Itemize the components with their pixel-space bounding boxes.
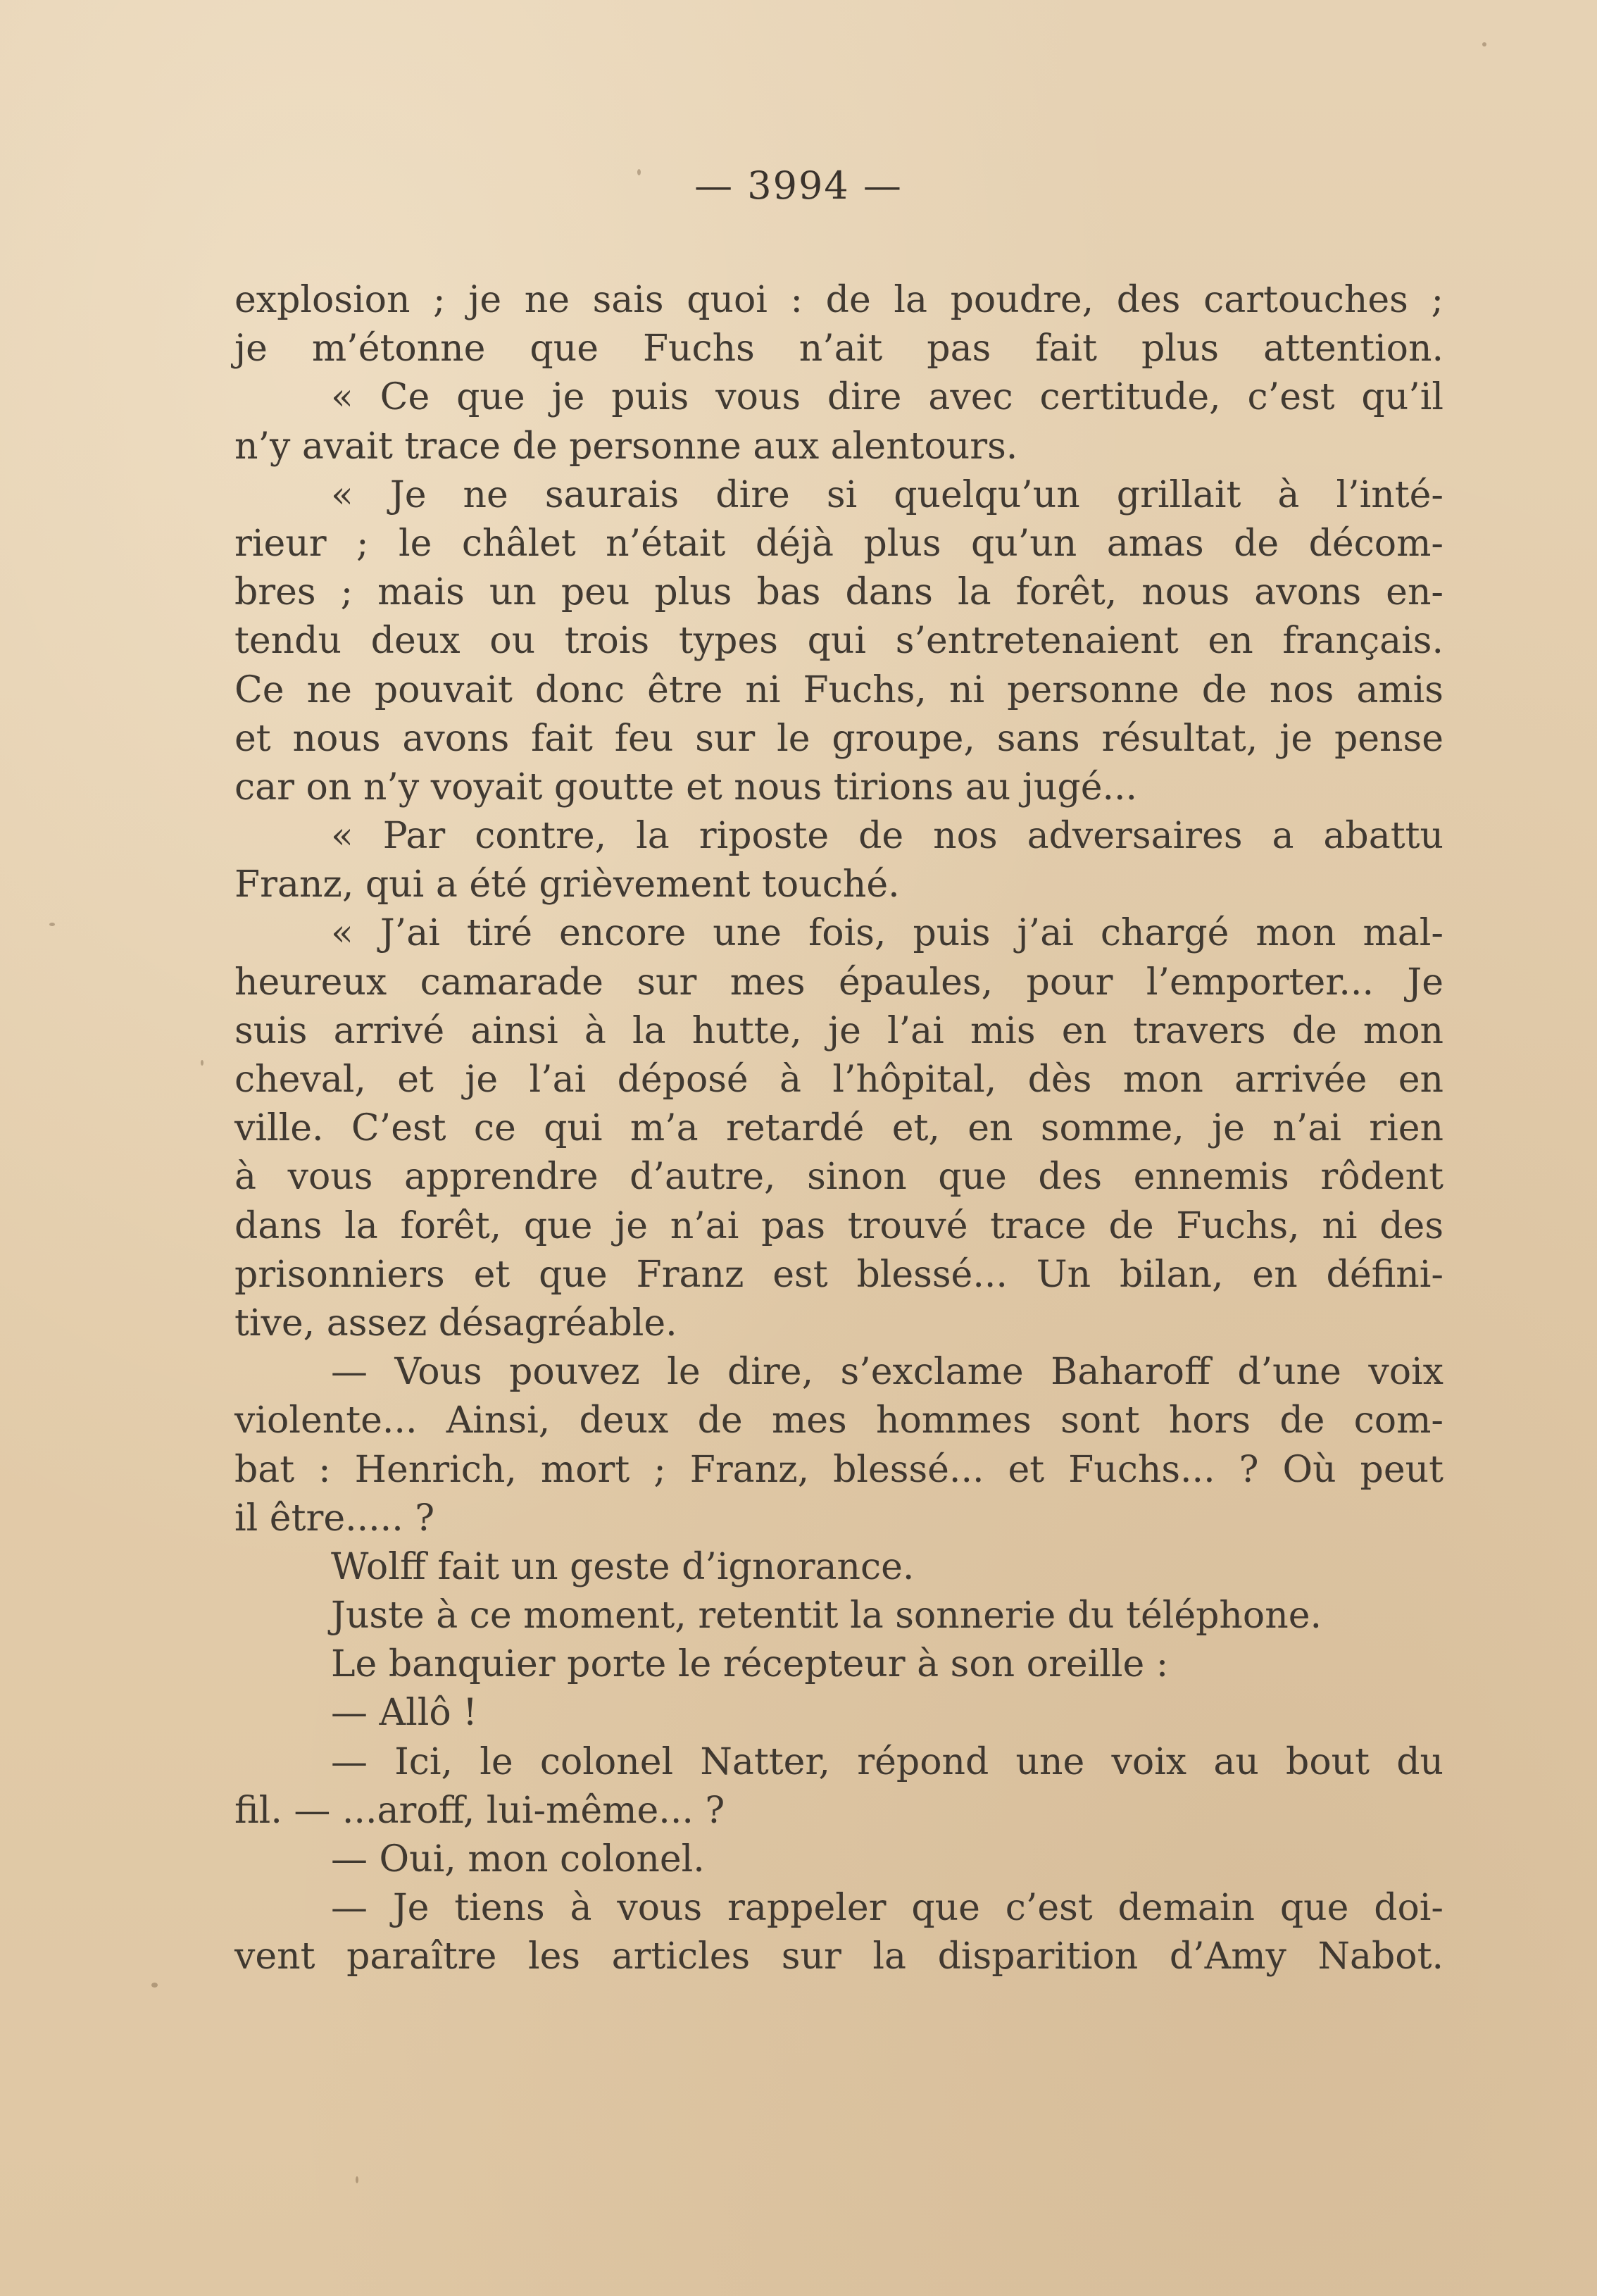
text-line: cheval, et je l’ai déposé à l’hôpital, dès mon arrivée en: [234, 1059, 1443, 1101]
text-line: tive, assez désagréable.: [234, 1302, 677, 1344]
text-line: — Vous pouvez le dire, s’exclame Baharoff d’une voix: [331, 1351, 1443, 1394]
text-line: rieur ; le châlet n’était déjà plus qu’un amas de décom-: [234, 522, 1443, 565]
text-line: « J’ai tiré encore une fois, puis j’ai chargé mon mal-: [331, 912, 1443, 955]
text-line: bat : Henrich, mort ; Franz, blessé... et Fuchs... ? Où peut: [234, 1448, 1443, 1491]
paper-speck: [49, 923, 55, 926]
text-line: Franz, qui a été grièvement touché.: [234, 863, 900, 906]
text-line: ville. C’est ce qui m’a retardé et, en somme, je n’ai rien: [234, 1107, 1443, 1150]
text-line: explosion ; je ne sais quoi : de la poudre, des cartouches ;: [234, 279, 1443, 321]
text-line: — Oui, mon colonel.: [331, 1838, 705, 1880]
text-line: suis arrivé ainsi à la hutte, je l’ai mis en travers de mon: [234, 1009, 1443, 1052]
text-line: fil. — ...aroff, lui-même... ?: [234, 1789, 725, 1832]
paper-speck: [637, 169, 641, 175]
text-line: à vous apprendre d’autre, sinon que des ennemis rôdent: [234, 1156, 1443, 1199]
text-line: violente... Ainsi, deux de mes hommes sont hors de com-: [234, 1399, 1443, 1442]
text-line: n’y avait trace de personne aux alentours.: [234, 425, 1018, 468]
paper-speck: [201, 1060, 203, 1066]
text-line: Ce ne pouvait donc être ni Fuchs, ni personne de nos amis: [234, 668, 1443, 711]
body-text: [234, 276, 1443, 1982]
text-line: dans la forêt, que je n’ai pas trouvé trace de Fuchs, ni des: [234, 1204, 1443, 1247]
text-line: il être..... ?: [234, 1497, 435, 1540]
text-line: Le banquier porte le récepteur à son oreille :: [331, 1643, 1169, 1686]
text-line: je m’étonne que Fuchs n’ait pas fait plus attention.: [234, 327, 1443, 370]
text-line: prisonniers et que Franz est blessé... Un bilan, en défini-: [234, 1253, 1443, 1296]
text-line: « Ce que je puis vous dire avec certitude, c’est qu’il: [331, 376, 1443, 419]
text-line: Juste à ce moment, retentit la sonnerie du téléphone.: [331, 1595, 1322, 1637]
text-line: — Ici, le colonel Natter, répond une voix au bout du: [331, 1740, 1443, 1783]
text-line: car on n’y voyait goutte et nous tirions au jugé...: [234, 766, 1138, 809]
text-line: — Je tiens à vous rappeler que c’est demain que doi-: [331, 1887, 1443, 1930]
text-line: « Par contre, la riposte de nos adversaires a abattu: [331, 815, 1443, 858]
paper-speck: [356, 2176, 358, 2183]
text-line: — Allô !: [331, 1692, 478, 1735]
text-line: et nous avons fait feu sur le groupe, sans résultat, je pense: [234, 717, 1443, 760]
page-number: — 3994 —: [694, 163, 903, 208]
text-line: bres ; mais un peu plus bas dans la forêt, nous avons en-: [234, 571, 1443, 614]
paper-speck: [1482, 42, 1486, 46]
text-line: Wolff fait un geste d’ignorance.: [331, 1545, 915, 1588]
text-line: vent paraître les articles sur la disparition d’Amy Nabot.: [234, 1935, 1443, 1978]
text-line: tendu deux ou trois types qui s’entretenaient en français.: [234, 620, 1443, 663]
paper-speck: [151, 1983, 158, 1988]
text-line: « Je ne saurais dire si quelqu’un grillait à l’inté-: [331, 473, 1443, 516]
text-line: heureux camarade sur mes épaules, pour l’emporter... Je: [234, 961, 1443, 1004]
